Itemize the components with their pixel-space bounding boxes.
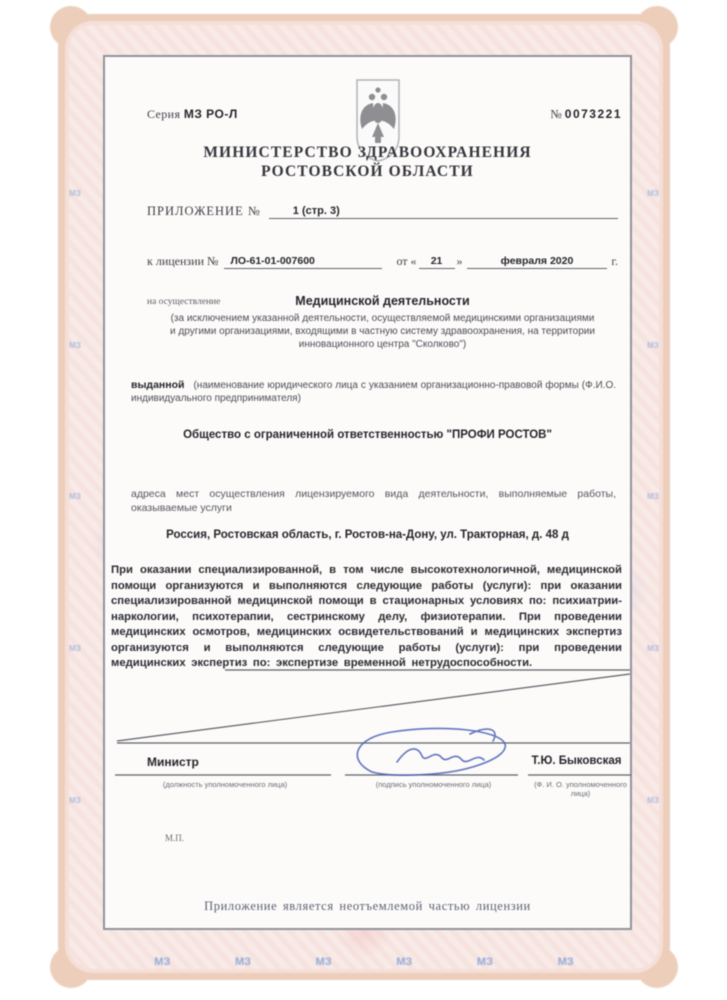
issued-label: выданной	[131, 379, 185, 391]
signatory-name: Т.Ю. Быковская	[531, 755, 622, 767]
name-caption: (Ф. И. О. уполномоченного лица)	[534, 780, 627, 798]
address-note: адреса мест осуществления лицензируемого вида деятельности, выполняемые работы, оказываемые услуги	[131, 488, 616, 514]
number-value: 0073221	[564, 107, 622, 121]
activity-label: на осуществление	[147, 297, 221, 307]
license-label: к лицензии №	[147, 254, 219, 268]
address-value: Россия, Ростовская область, г. Ростов-на-Дону, ул. Тракторная, д. 48 д	[166, 529, 569, 541]
number-label: №	[550, 107, 562, 121]
organization-name: Общество с ограниченной ответственностью "ПРОФИ РОСТОВ"	[183, 429, 552, 441]
ministry-title	[105, 143, 630, 181]
activity-section	[147, 294, 618, 351]
number-block	[550, 107, 622, 122]
issued-note: (наименование юридического лица с указанием организационно-правовой формы (Ф.И.О. индивидуального предпринимателя)	[131, 380, 617, 404]
border-monogram-strip-left: МЗ МЗ МЗ МЗ МЗ	[69, 189, 81, 805]
series-value: МЗ РО-Л	[183, 107, 238, 121]
date-suffix: г.	[611, 254, 618, 268]
activity-note: (за исключением указанной деятельности, осуществляемой медицинскими организациями и другими организациями, входящими в частную систему здравоохранения, на территории инновационного центра "Сколково")	[170, 313, 595, 350]
appendix-value: 1 (стр. 3)	[269, 205, 618, 219]
date-day: 21	[419, 255, 455, 269]
appendix-label: ПРИЛОЖЕНИЕ №	[147, 204, 261, 218]
ministry-title-line1: МИНИСТЕРСТВО ЗДРАВООХРАНЕНИЯ	[203, 144, 532, 161]
works-paragraph: При оказании специализированной, в том числе высокотехнологичной, медицинской помощи организуются и выполняются следующие работы (услуги): при оказании специализированной медицинской помощи в стационарных условиях по: психиатрии-наркологии, психотерапии, сестринскому делу, физиотерапии. При проведении медицинских осмотров, медицинских освидетельствований и медицинских экспертиз организуются и выполняются следующие работы (услуги): при проведении медицинских экспертиз по: экспертизе временной нетрудоспособности.	[111, 564, 622, 669]
series-block	[147, 107, 238, 122]
border-monogram-strip-right: МЗ МЗ МЗ МЗ МЗ	[647, 189, 659, 805]
date-close-quote: »	[456, 254, 463, 268]
document-sheet	[103, 55, 632, 930]
signatory-position: Министр	[147, 755, 199, 769]
border-monogram-strip-bottom: МЗ МЗ МЗ МЗ МЗ МЗ	[154, 956, 574, 968]
appendix-number-row	[147, 204, 618, 219]
activity-title: Медицинской деятельности	[295, 294, 470, 308]
date-month-year: февраля 2020	[467, 255, 608, 269]
ministry-title-line2: РОСТОВСКОЙ ОБЛАСТИ	[261, 163, 474, 180]
seal-mark: М.П.	[165, 833, 185, 843]
series-label: Серия	[147, 107, 181, 121]
position-caption: (должность уполномоченного лица)	[162, 780, 288, 789]
issued-to-section	[131, 379, 616, 405]
footer-note: Приложение является неотъемлемой частью лицензии	[204, 899, 531, 913]
signature-caption: (подпись уполномоченного лица)	[375, 780, 492, 789]
date-prefix: от «	[396, 254, 417, 268]
license-number-row	[147, 254, 618, 269]
license-value: ЛО-61-01-007600	[224, 255, 382, 269]
